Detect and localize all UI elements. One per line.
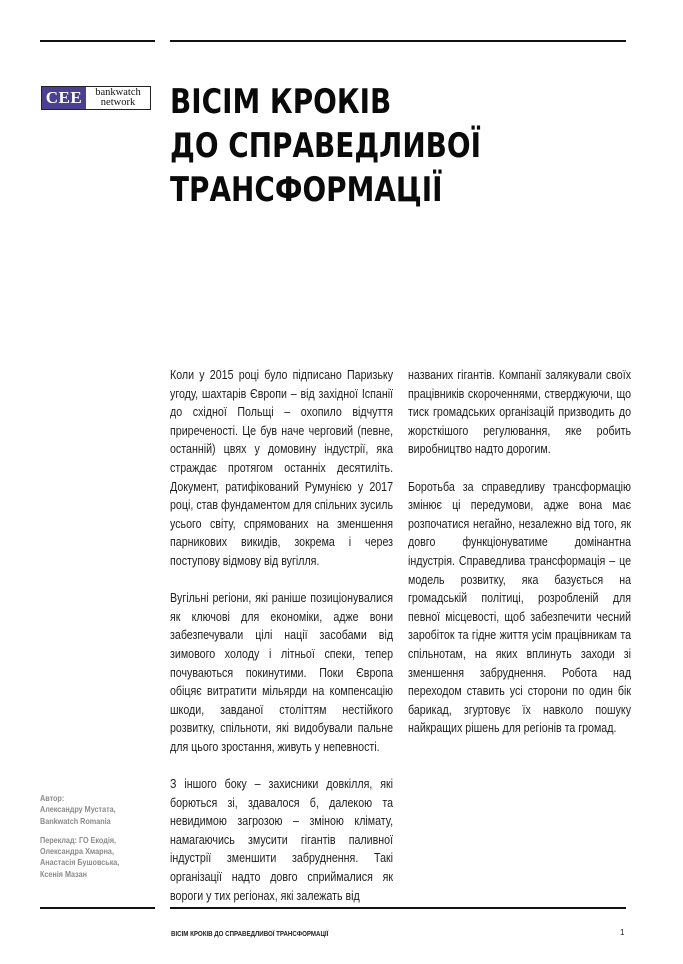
running-footer-title: ВІСІМ КРОКІВ ДО СПРАВЕДЛИВОЇ ТРАНСФОРМАЦІЇ — [171, 929, 329, 938]
author-org: Bankwatch Romania — [40, 815, 111, 826]
logo-line-2: network — [100, 97, 136, 108]
translation-line: Олександра Хмарна, — [40, 846, 114, 857]
cee-bankwatch-logo — [41, 86, 151, 110]
paragraph: Боротьба за справедливу трансформацію змінює ці передумови, адже вона має розпочатися негайно, незалежно від того, як довго функціонуватиме домінантна індустрія. Справедлива трансформація – це модель розвитку, яка базується на громадській політиці, розробленій для певної місцевості, щоб забезпечити чесний заробіток та гідне життя усім працівникам та спільнотам, на яких вплинуть заходи зі зменшення забруднення. Робота над переходом ставить усі сторони по один бік барикад, згуртовує їх навколо пошуку найкращих рішень для регіонів та громад. — [408, 478, 632, 736]
paragraph: названих гігантів. Компанії залякували своїх працівників скороченнями, стверджуючи, що тиск громадських організацій призводить до жорсткішого регулювання, яке робить виробництво надто дорогим. — [408, 367, 632, 457]
credits-sidebar — [40, 793, 119, 888]
translation-line: Переклад: ГО Екодія, — [40, 834, 117, 845]
paragraph: Вугільні регіони, які раніше позиціонувалися як ключові для економіки, адже вони забезпечували цілі нації засобами від зимового холоду і літньої спеки, тепер почуваються покинутими. Поки Європа обіцяє витратити мільярди на компенсацію шкоди, завданої століттям нестійкого розвитку, спільноти, які видобували пальне для цього зростання, живуть у непевності. — [170, 590, 394, 754]
logo-line-1: bankwatch — [95, 87, 141, 98]
top-rule-left — [40, 40, 155, 42]
bottom-rule-left — [40, 907, 155, 909]
paragraph: Коли у 2015 році було підписано Паризьку угоду, шахтарів Європи – від західної Іспанії до східної Польщі – охопило відчуття приреченості. Це був наче черговий (певне, останній) цвях у домовину індустрії, яка страждає протягом останніх десятиліть. Документ, ратифікований Румунією у 2017 році, став фундаментом для спільних зусиль усього світу, спрямованих на зменшення парникових викидів, зокрема і через поступову відмову від вугілля. — [170, 367, 394, 568]
page-number: 1 — [620, 928, 625, 937]
paragraph: З іншого боку – захисники довкілля, які борються зі, здавалося б, далекою та невидимою загрозою – зміною клімату, намагаючись змусити гігантів паливної індустрії зменшити забруднення. Такі організації надто довго сприймалися як вороги у тих регіонах, які залежать від — [170, 776, 394, 903]
author-name: Александру Мустата, — [40, 804, 116, 815]
author-credit — [40, 793, 119, 827]
top-rule-right — [170, 40, 626, 42]
body-column-1 — [170, 366, 393, 924]
page-title — [170, 80, 481, 212]
author-label: Автор: — [40, 793, 65, 803]
title-line-2: ДО СПРАВЕДЛИВОЇ — [170, 126, 481, 166]
title-line-1: ВІСІМ КРОКІВ — [170, 82, 392, 122]
bottom-rule-right — [170, 907, 626, 909]
translation-credit — [40, 835, 119, 880]
translation-line: Анастасія Бушовська, — [40, 857, 120, 868]
body-column-2 — [408, 366, 631, 756]
logo-wordmark — [86, 87, 150, 109]
logo-cee-mark: CEE — [42, 87, 86, 109]
title-line-3: ТРАНСФОРМАЦІЇ — [170, 170, 443, 210]
translation-line: Ксенія Мазан — [40, 868, 88, 879]
